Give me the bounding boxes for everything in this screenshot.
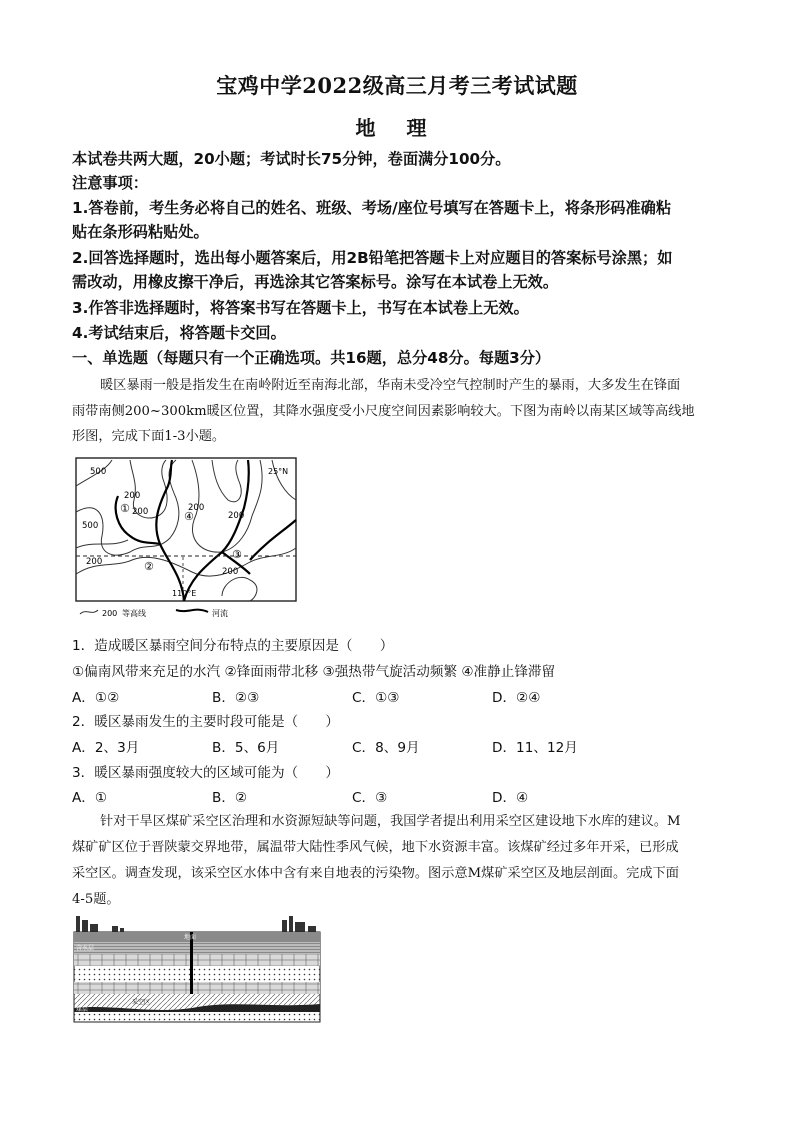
passage2-line2: 煤矿矿区位于晋陕蒙交界地带，属温带大陆性季风气候，地下水资源丰富。该煤矿经过多年开采，已形成 (72, 840, 679, 855)
passage2-line3: 采空区。调查发现，该采空区水体中含有来自地表的污染物。图示意M煤矿采空区及地层剖面。完成下面 (72, 866, 679, 881)
option-1c[interactable]: C．①③ (352, 690, 400, 706)
legend-river-icon (176, 610, 208, 612)
option-1b[interactable]: B．②③ (212, 690, 260, 706)
notice-title: 注意事项： (72, 174, 148, 192)
option-3b[interactable]: B．② (212, 790, 248, 806)
legend-contour-icon (80, 610, 98, 614)
latitude-label: 25°N (268, 467, 289, 476)
topsoil-layer (74, 932, 320, 942)
notice-1a: 1.答卷前，考生务必将自己的姓名、班级、考场/座位号填写在答题卡上，将条形码准确粘 (72, 199, 672, 217)
passage1-line2: 雨带南侧200~300km暖区位置，其降水强度受小尺度空间因素影响较大。下图为南岭以南某区域等高线地 (72, 404, 695, 419)
map-frame (76, 458, 296, 601)
option-3d[interactable]: D．④ (492, 790, 529, 806)
option-2c[interactable]: C．8、9月 (352, 740, 420, 756)
question-1-stem: 1．造成暖区暴雨空间分布特点的主要原因是（ ） (72, 638, 394, 654)
section-heading: 一、单选题（每题只有一个正确选项。共16题，总分48分。每题3分） (72, 349, 551, 367)
longitude-label: 110°E (172, 589, 197, 598)
coal-label: 煤层 (76, 1006, 89, 1013)
legend-contour-value: 200 (102, 609, 118, 618)
passage1-line1: 暖区暴雨一般是指发生在南岭附近至南海北部，华南未受冷空气控制时产生的暴雨，大多发生在锋面 (100, 378, 681, 393)
exam-info: 本试卷共两大题，20小题；考试时长75分钟，卷面满分100分。 (72, 150, 511, 168)
contour-label: 200 (124, 491, 141, 501)
bedrock-layer (74, 1012, 320, 1022)
legend-contour-label: 等高线 (122, 609, 146, 618)
contour-label: 200 (86, 557, 103, 567)
contour-label: 200 (228, 511, 245, 521)
option-1d[interactable]: D．②④ (492, 690, 541, 706)
marker-3: ③ (232, 548, 242, 561)
contour-label: 200 (188, 503, 205, 513)
exam-title: 宝鸡中学2022级高三月考三考试试题 (216, 73, 578, 98)
question-3-stem: 3．暖区暴雨强度较大的区域可能为（ ） (72, 765, 339, 781)
question-2-stem: 2．暖区暴雨发生的主要时段可能是（ ） (72, 714, 339, 730)
rock-layer-1 (74, 954, 320, 966)
option-2b[interactable]: B．5、6月 (212, 740, 280, 756)
notice-3: 3.作答非选择题时，将答案书写在答题卡上，书写在本试卷上无效。 (72, 299, 529, 317)
marker-1: ① (120, 502, 130, 515)
notice-4: 4.考试结束后，将答题卡交回。 (72, 324, 286, 342)
subject-title: 地 理 (355, 116, 439, 140)
sandstone-layer (74, 966, 320, 982)
mine-shaft (190, 932, 193, 994)
option-2d[interactable]: D．11、12月 (492, 740, 578, 756)
marker-4: ④ (184, 510, 194, 523)
aquifer-layer (74, 942, 320, 954)
legend-river-label: 河流 (212, 609, 228, 618)
ground-label: 地面 (184, 934, 197, 941)
contour-label: 500 (82, 521, 99, 531)
mine-profile-diagram (72, 912, 322, 1024)
notice-2b: 需改动，用橡皮擦干净后，再选涂其它答案标号。涂写在本试卷上无效。 (72, 273, 558, 291)
passage1-line3: 形图，完成下面1-3小题。 (72, 429, 226, 444)
contour-label: 500 (90, 467, 107, 477)
surface-buildings (76, 916, 316, 932)
notice-2a: 2.回答选择题时，选出每小题答案后，用2B铅笔把答题卡上对应题目的答案标号涂黑；如 (72, 249, 673, 267)
option-3c[interactable]: C．③ (352, 790, 388, 806)
aquifer-label: 含水层 (76, 945, 95, 952)
passage2-line4: 4-5题。 (72, 892, 120, 907)
option-3a[interactable]: A．① (72, 790, 108, 806)
rock-layer-2 (74, 982, 320, 994)
option-1a[interactable]: A．①② (72, 690, 120, 706)
marker-2: ② (144, 560, 154, 573)
question-1-statements: ①偏南风带来充足的水汽 ②锋面雨带北移 ③强热带气旋活动频繁 ④准静止锋滞留 (72, 664, 556, 680)
contour-label: 200 (222, 567, 239, 577)
contour-label: 200 (132, 507, 149, 517)
contour-map (72, 456, 300, 621)
option-2a[interactable]: A．2、3月 (72, 740, 140, 756)
notice-1b: 贴在条形码粘贴处。 (72, 223, 209, 241)
passage2-line1: 针对干旱区煤矿采空区治理和水资源短缺等问题，我国学者提出利用采空区建设地下水库的建议。M (100, 814, 681, 829)
goaf-label: 采空区 (132, 999, 151, 1006)
